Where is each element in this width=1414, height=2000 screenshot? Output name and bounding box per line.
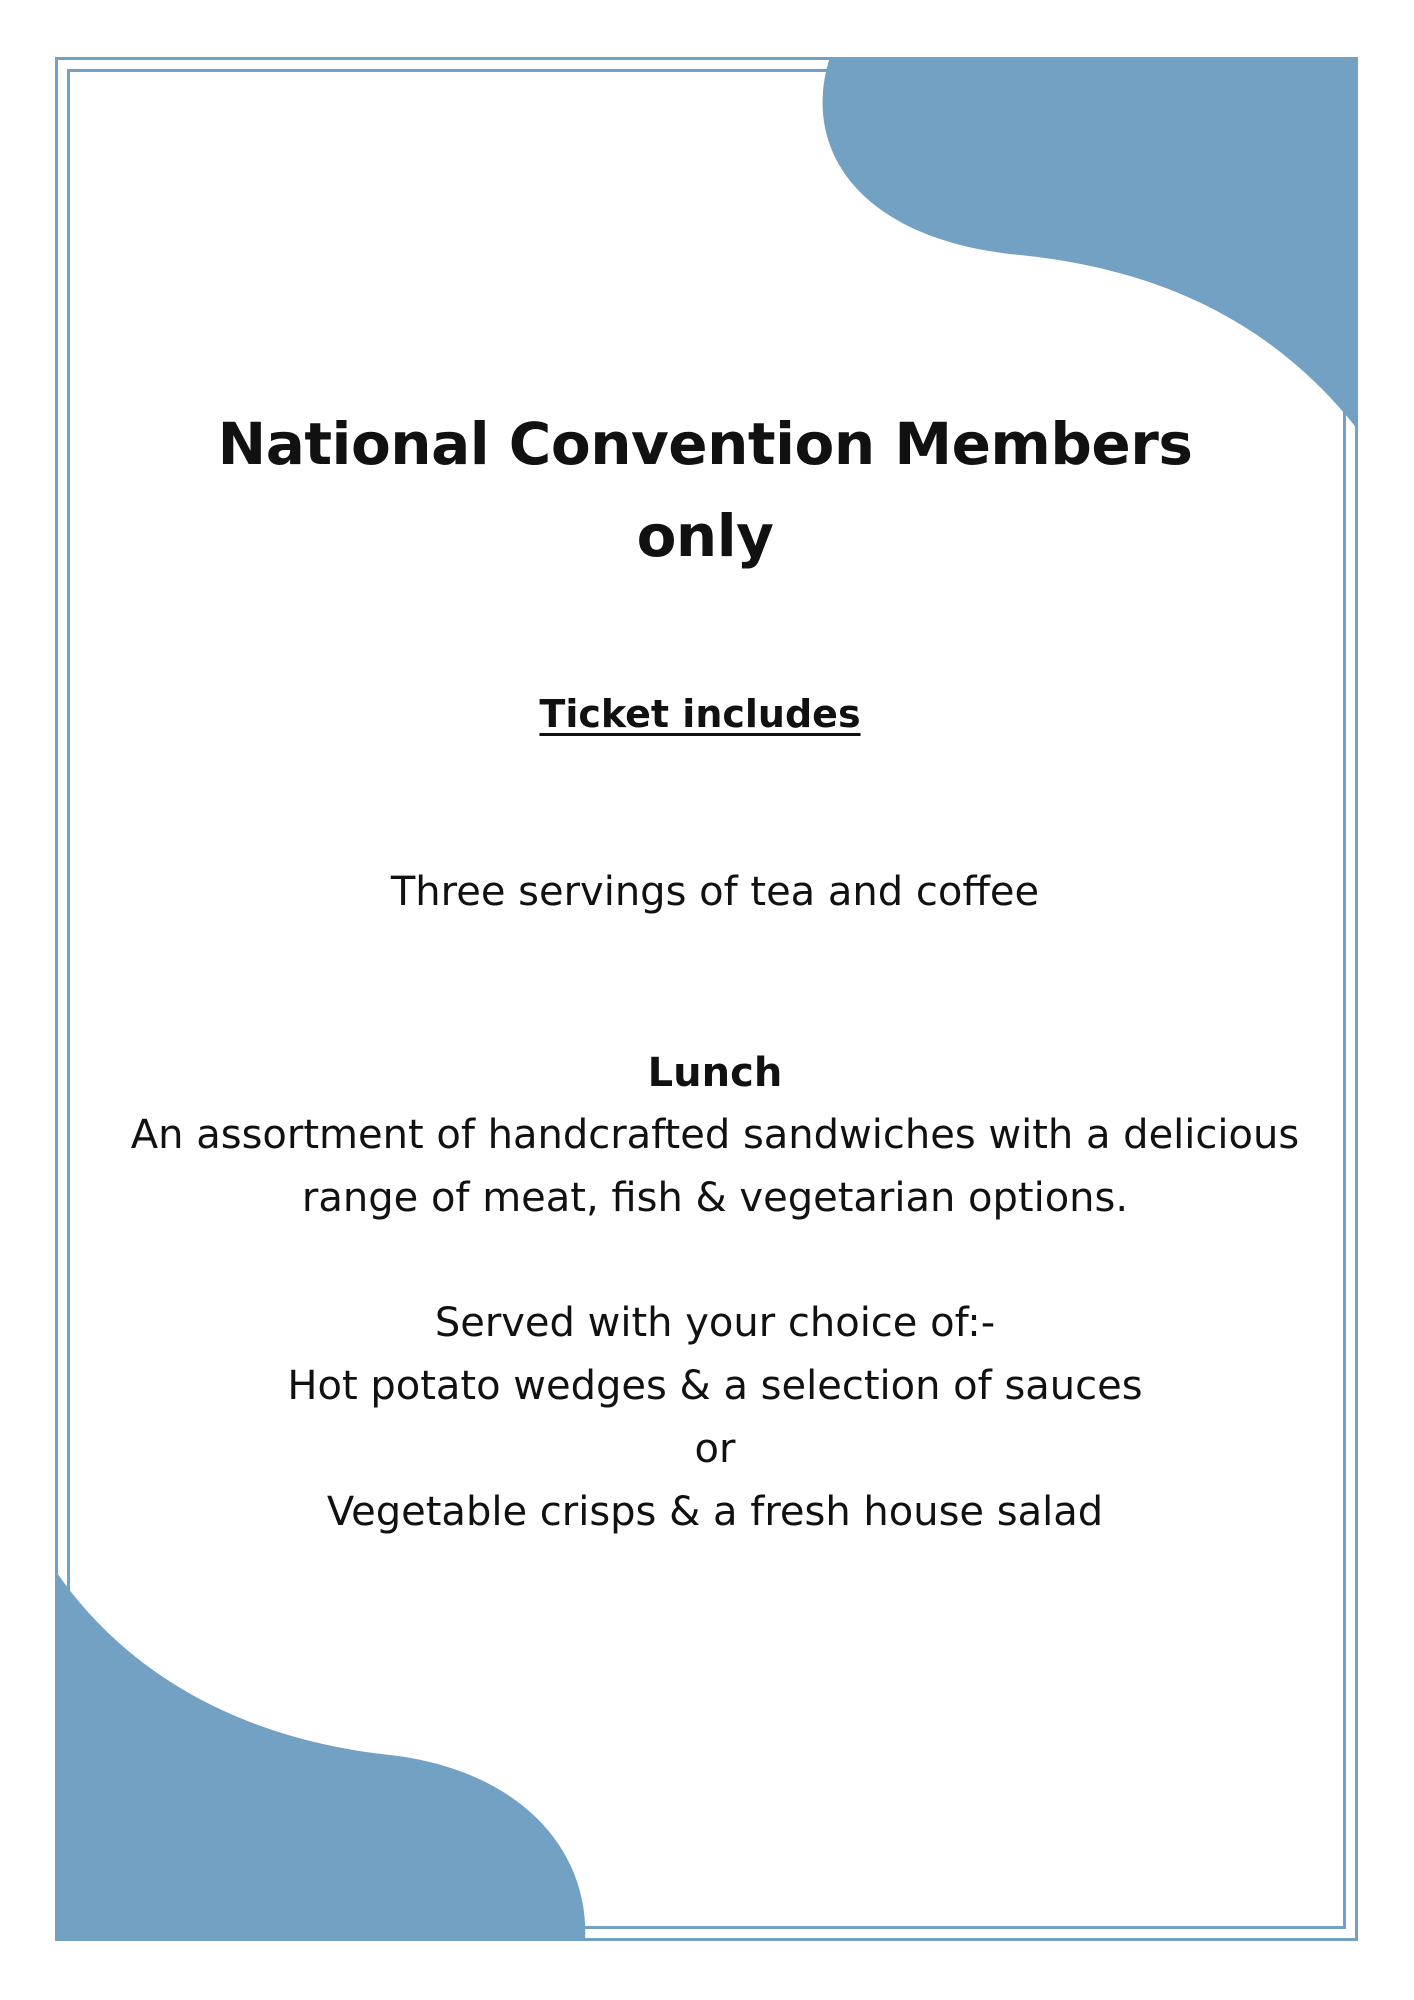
top-right-wave	[823, 57, 1358, 430]
lunch-heading: Lunch	[647, 1050, 783, 1096]
side-option-wedges: Hot potato wedges & a selection of sauces	[287, 1363, 1143, 1409]
page-title: National Convention Members only	[217, 410, 1193, 570]
side-option-separator: or	[694, 1426, 736, 1472]
sides-intro: Served with your choice of:-	[434, 1300, 996, 1346]
ticket-includes-heading: Ticket includes	[539, 692, 861, 736]
side-option-crisps: Vegetable crisps & a fresh house salad	[326, 1489, 1104, 1535]
sides-block	[70, 1292, 1360, 1544]
drinks-line: Three servings of tea and coffee	[390, 869, 1040, 915]
lunch-description: An assortment of handcrafted sandwiches with a delicious range of meat, fish & vegetarian options.	[130, 1112, 1300, 1221]
bottom-left-wave	[55, 1570, 585, 1941]
